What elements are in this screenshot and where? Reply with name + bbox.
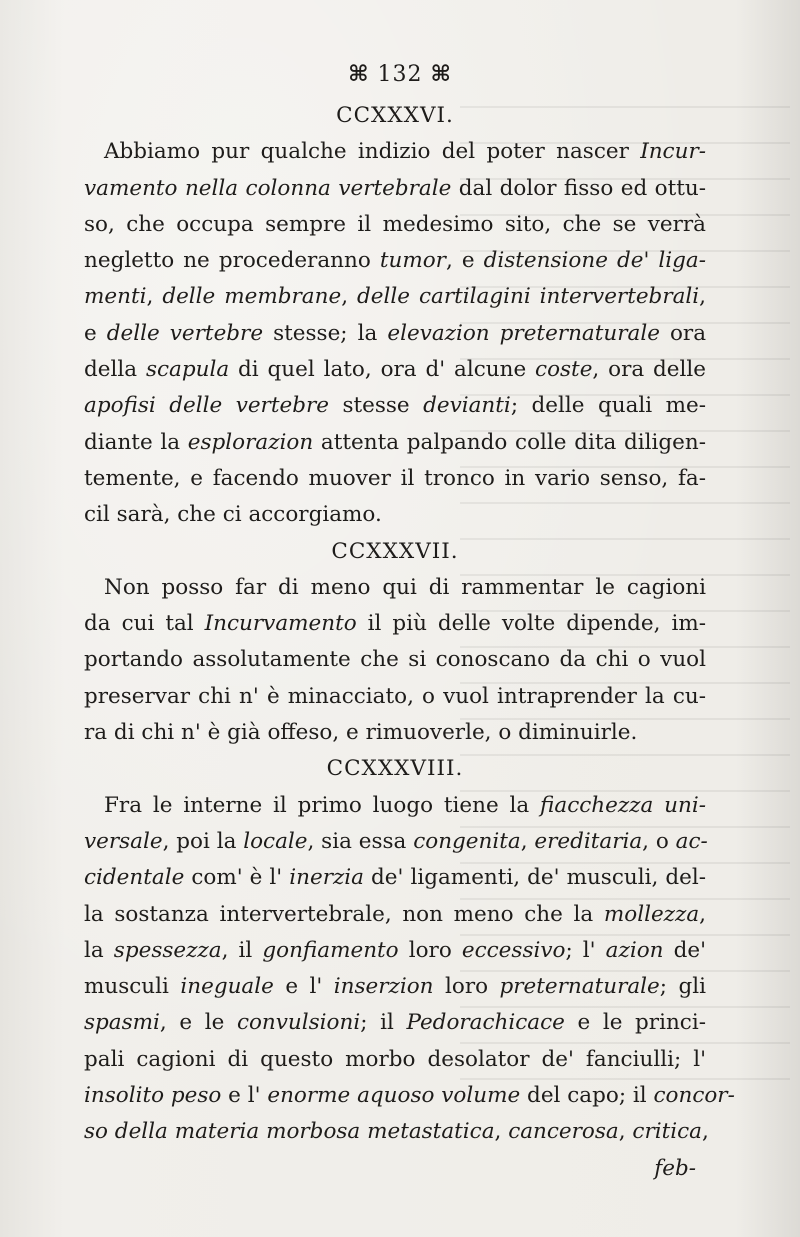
ornament-left-icon: ⌘ xyxy=(348,62,370,87)
text-run: il più delle volte dipende, im- xyxy=(356,611,707,637)
italic-term: fiacchezza uni- xyxy=(540,792,706,818)
text-run: la sostanza intervertebrale, non meno che la xyxy=(84,901,604,927)
italic-term: enorme aquoso volume xyxy=(267,1083,521,1109)
text-run: , poi la xyxy=(162,828,244,854)
italic-term: delle cartilagini intervertebrali xyxy=(357,284,700,310)
catchword xyxy=(84,1151,706,1187)
text-run: , xyxy=(699,901,706,927)
page-body xyxy=(84,98,735,1187)
text-line xyxy=(84,933,706,969)
text-line xyxy=(84,606,706,642)
italic-term: spessezza xyxy=(113,937,222,963)
italic-term: cidentale xyxy=(84,865,185,891)
italic-term: ac- xyxy=(675,828,708,854)
text-run: temente, e facendo muover il tronco in vario senso, fa- xyxy=(84,465,706,491)
italic-term: tumor xyxy=(379,248,446,274)
text-line xyxy=(84,497,706,533)
italic-term: versale xyxy=(84,828,163,854)
italic-term: delle vertebre xyxy=(106,320,264,346)
text-line xyxy=(84,715,706,751)
italic-term: elevazion preternaturale xyxy=(387,320,660,346)
text-run: e le princi- xyxy=(564,1010,706,1036)
text-run: di quel lato, ora d' alcune xyxy=(229,357,536,383)
italic-term: azion xyxy=(605,937,664,963)
italic-term: menti xyxy=(84,284,147,310)
text-run: , ora delle xyxy=(592,357,706,383)
section-heading: CCXXXVIII. xyxy=(326,756,464,782)
italic-term: apofisi delle vertebre xyxy=(84,393,329,419)
italic-term: inserzion xyxy=(333,974,434,1000)
text-run: de' xyxy=(663,937,706,963)
text-run: , o xyxy=(642,828,676,854)
text-line xyxy=(84,279,706,315)
text-run: attenta palpando colle dita diligen- xyxy=(313,429,706,455)
text-line xyxy=(84,824,706,860)
text-run: , xyxy=(618,1119,633,1145)
text-line xyxy=(84,679,706,715)
italic-term: delle membrane xyxy=(162,284,342,310)
text-run: stesse xyxy=(328,393,424,419)
text-run: pali cagioni di questo morbo desolator de' fanciulli; l' xyxy=(84,1046,706,1072)
italic-term: mollezza xyxy=(603,901,700,927)
text-run: cil sarà, che ci accorgiamo. xyxy=(84,502,382,528)
italic-term: distensione de' liga- xyxy=(483,248,707,274)
text-line xyxy=(84,1042,706,1078)
italic-term: critica xyxy=(632,1119,702,1145)
text-line xyxy=(84,860,706,896)
text-run: de' ligamenti, de' musculi, del- xyxy=(364,865,706,891)
italic-term: eccessivo xyxy=(461,937,566,963)
italic-term: convulsioni xyxy=(236,1010,361,1036)
section-heading: CCXXXVII. xyxy=(331,538,459,564)
text-line xyxy=(84,1078,735,1114)
text-run: ; delle quali me- xyxy=(510,393,706,419)
text-run: e l' xyxy=(221,1083,268,1109)
text-run: la xyxy=(84,937,114,963)
text-run: , xyxy=(520,828,535,854)
text-run: , xyxy=(699,284,707,310)
text-run: portando assolutamente che si conoscano da chi o vuol xyxy=(84,647,706,673)
text-run: e xyxy=(84,320,107,346)
text-run: negletto ne procederanno xyxy=(84,248,380,274)
catchword-text: feb- xyxy=(654,1155,696,1181)
text-line xyxy=(84,461,706,497)
text-run: , xyxy=(341,284,358,310)
italic-term: concor- xyxy=(653,1083,735,1109)
section-heading: CCXXXVI. xyxy=(336,103,454,128)
italic-term: gonfiamento xyxy=(262,937,399,963)
text-run: ra di chi n' è già offeso, e rimuoverle, o diminuirle. xyxy=(84,720,638,746)
text-run: diante la xyxy=(84,429,188,455)
text-run: della xyxy=(84,357,146,383)
italic-term: ineguale xyxy=(180,974,274,1000)
text-line xyxy=(84,316,706,352)
italic-term: so della materia morbosa metastatica xyxy=(84,1119,495,1145)
text-line xyxy=(84,425,706,461)
text-run: ; il xyxy=(360,1010,407,1036)
italic-term: Incurvamento xyxy=(204,611,357,637)
text-run: del capo; il xyxy=(520,1083,654,1109)
text-run: Fra le interne il primo luogo tiene la xyxy=(104,792,541,818)
text-line xyxy=(84,243,706,279)
text-run: , sia essa xyxy=(307,828,414,854)
italic-term: esplorazion xyxy=(187,429,314,455)
text-run: da cui tal xyxy=(84,611,205,637)
italic-term: vamento nella colonna vertebrale xyxy=(84,175,452,201)
text-run: , e xyxy=(445,248,484,274)
text-run: com' è l' xyxy=(184,865,290,891)
text-run: e l' xyxy=(273,974,334,1000)
text-line xyxy=(84,897,706,933)
text-line xyxy=(84,171,706,207)
text-line xyxy=(84,352,706,388)
text-line xyxy=(84,570,706,606)
text-line xyxy=(84,642,706,678)
text-run: , il xyxy=(221,937,263,963)
ornament-right-icon: ⌘ xyxy=(430,62,452,87)
text-line xyxy=(84,388,706,424)
text-run: so, che occupa sempre il medesimo sito, che se verrà xyxy=(84,211,706,237)
italic-term: spasmi xyxy=(84,1010,160,1036)
italic-term: coste xyxy=(535,357,593,383)
text-run: , xyxy=(494,1119,509,1145)
text-run: musculi xyxy=(84,974,181,1000)
italic-term: ereditaria xyxy=(534,828,643,854)
text-run: Abbiamo pur qualche indizio del poter nascer xyxy=(104,139,641,165)
text-run: Non posso far di meno qui di rammentar le cagioni xyxy=(104,574,706,600)
text-run: ora xyxy=(659,320,707,346)
page-number: 132 xyxy=(377,62,423,87)
italic-term: locale xyxy=(243,828,308,854)
text-run: , xyxy=(701,1119,709,1145)
text-run: ; l' xyxy=(565,937,606,963)
italic-term: scapula xyxy=(145,357,230,383)
text-line xyxy=(84,1005,706,1041)
italic-term: devianti xyxy=(423,393,511,419)
text-line xyxy=(84,1114,709,1150)
italic-term: Pedorachicace xyxy=(406,1010,565,1036)
text-run: , e le xyxy=(159,1010,237,1036)
text-run: loro xyxy=(398,937,462,963)
text-line xyxy=(84,134,706,170)
page-header xyxy=(0,62,800,87)
italic-term: preternaturale xyxy=(499,974,660,1000)
text-run: ; gli xyxy=(659,974,707,1000)
text-run: loro xyxy=(433,974,500,1000)
italic-term: congenita xyxy=(413,828,521,854)
italic-term: Incur- xyxy=(640,139,706,165)
text-run: stesse; la xyxy=(263,320,388,346)
italic-term: inerzia xyxy=(289,865,364,891)
italic-term: insolito peso xyxy=(84,1083,222,1109)
italic-term: cancerosa xyxy=(508,1119,619,1145)
text-line xyxy=(84,788,706,824)
text-line xyxy=(84,207,706,243)
text-line xyxy=(84,969,706,1005)
text-run: dal dolor fisso ed ottu- xyxy=(451,175,706,201)
text-run: , xyxy=(146,284,163,310)
text-run: preservar chi n' è minacciato, o vuol intraprender la cu- xyxy=(84,683,706,709)
